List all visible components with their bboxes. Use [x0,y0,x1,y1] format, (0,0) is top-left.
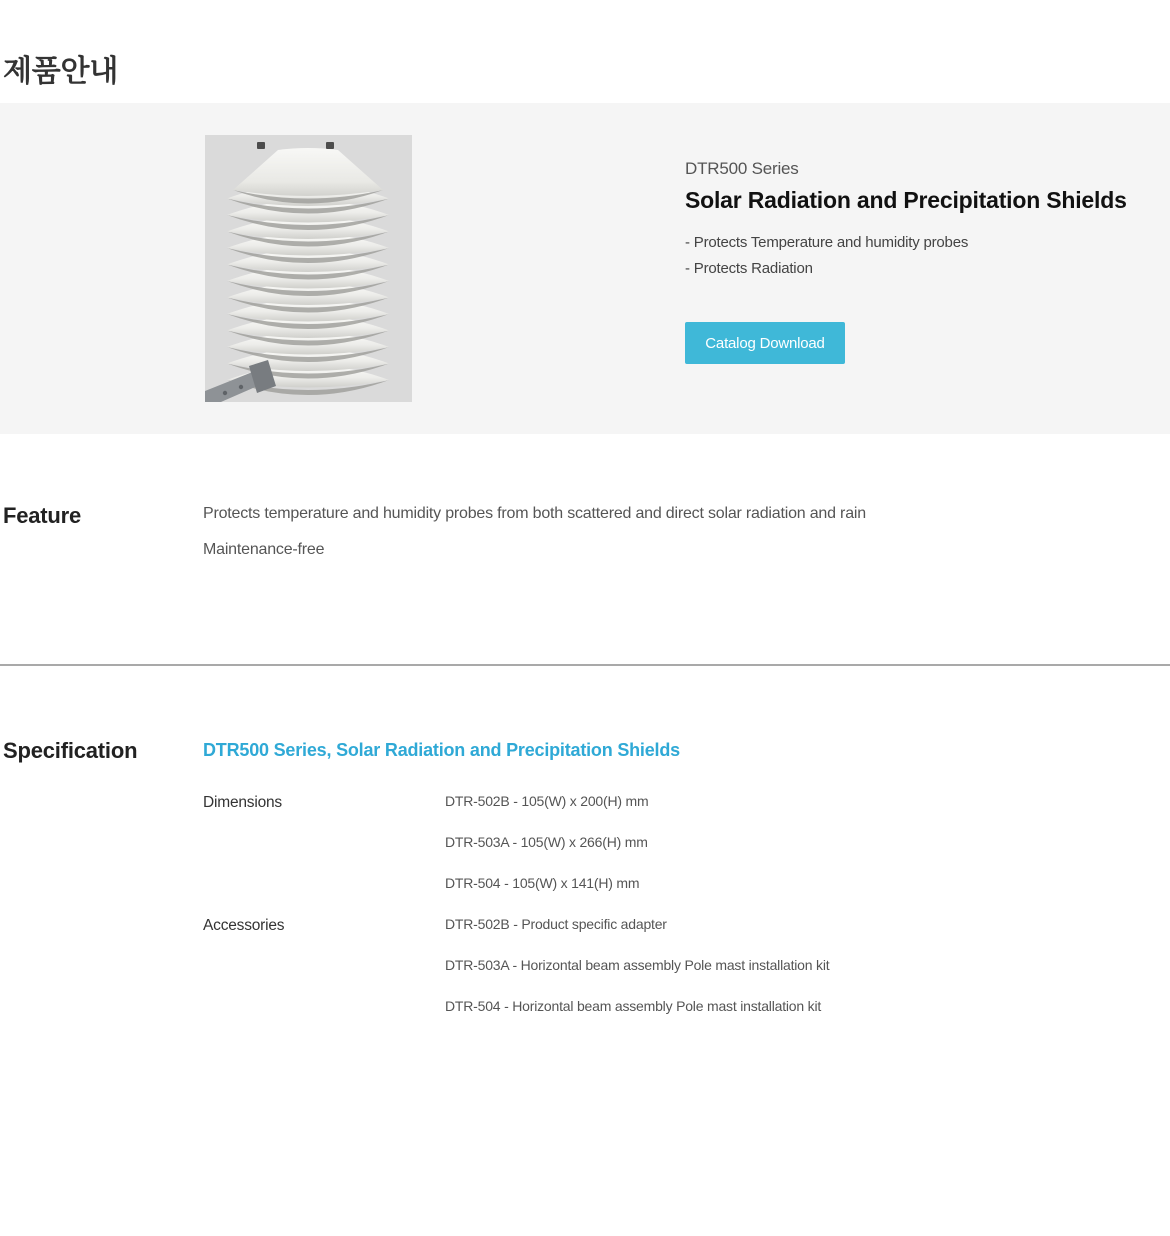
product-series: DTR500 Series [685,159,799,178]
feature-line: Protects temperature and humidity probes from both scattered and direct solar radiation and rain [203,505,866,522]
page-title: 제품안내 [3,55,119,88]
feature-heading: Feature [3,503,82,528]
product-bullet: - Protects Temperature and humidity probes [685,234,969,251]
feature-body [203,503,866,575]
spec-value: DTR-502B - 105(W) x 200(H) mm [445,793,649,809]
feature-line: Maintenance-free [203,541,325,558]
spec-label: Accessories [203,917,285,934]
specification-subtitle: DTR500 Series, Solar Radiation and Precipitation Shields [203,740,680,760]
specification-heading: Specification [3,738,138,763]
spec-label: Dimensions [203,794,282,811]
product-info [685,135,1127,402]
spec-row-dimensions [203,792,829,915]
product-title: Solar Radiation and Precipitation Shields [685,187,1127,213]
product-image [205,135,412,402]
spec-value: DTR-502B - Product specific adapter [445,916,667,932]
feature-section [0,434,1170,575]
specification-section [0,666,1170,1038]
solar-shield-illustration [205,135,412,402]
spec-row-accessories [203,915,829,1038]
spec-values [445,792,648,915]
catalog-download-button[interactable]: Catalog Download [685,322,845,364]
spec-value: DTR-503A - Horizontal beam assembly Pole mast installation kit [445,957,830,973]
spec-value: DTR-504 - 105(W) x 141(H) mm [445,875,640,891]
product-overview-section [0,103,1170,434]
spec-value: DTR-504 - Horizontal beam assembly Pole mast installation kit [445,998,822,1014]
product-bullet: - Protects Radiation [685,260,813,277]
spec-values [445,915,829,1038]
product-bullets [685,230,1127,282]
specification-body [203,738,829,1038]
spec-value: DTR-503A - 105(W) x 266(H) mm [445,834,648,850]
